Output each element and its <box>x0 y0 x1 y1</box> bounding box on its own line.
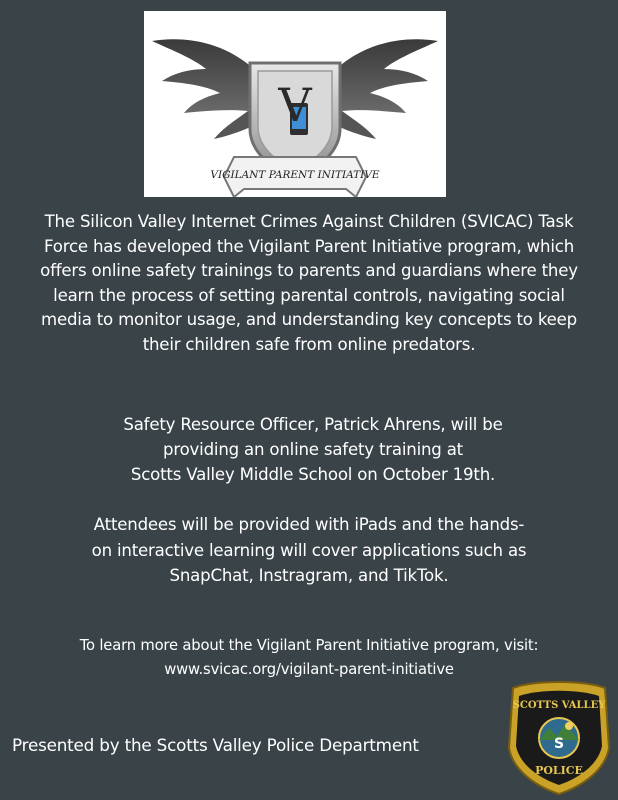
training-line: Scotts Valley Middle School on October 19th. <box>130 465 496 484</box>
training-line: providing an online safety training at <box>163 440 463 459</box>
presented-by-text: Presented by the Scotts Valley Police Department <box>12 735 419 755</box>
svg-text:S: S <box>553 736 565 752</box>
training-line: Safety Resource Officer, Patrick Ahrens, will be <box>123 415 503 434</box>
logo-letter: V <box>278 78 312 132</box>
intro-line: their children safe from online predators. <box>142 334 476 354</box>
badge-top-text: SCOTTS VALLEY <box>512 700 606 711</box>
attendees-paragraph <box>0 512 618 589</box>
scotts-valley-police-badge-icon <box>505 678 613 800</box>
intro-line: Force has developed the Vigilant Parent Initiative program, which <box>43 236 575 256</box>
learn-more-text: To learn more about the Vigilant Parent Initiative program, visit: <box>79 637 539 654</box>
right-wing-icon <box>328 39 438 139</box>
badge-bottom-text: POLICE <box>535 764 583 777</box>
attendees-line: SnapChat, Instragram, and TikTok. <box>169 566 449 585</box>
vigilant-parent-logo <box>144 11 446 197</box>
attendees-line: Attendees will be provided with iPads and the hands- <box>93 515 525 534</box>
training-paragraph <box>0 412 618 487</box>
intro-paragraph <box>0 210 618 357</box>
attendees-line: on interactive learning will cover applications such as <box>91 540 527 560</box>
program-url-link[interactable]: www.svicac.org/vigilant-parent-initiative <box>164 661 454 678</box>
banner-text: VIGILANT PARENT INITIATIVE <box>210 169 380 181</box>
intro-line: offers online safety trainings to parents and guardians where they <box>40 261 578 280</box>
left-wing-icon <box>152 39 262 139</box>
intro-line: media to monitor usage, and understanding key concepts to keep <box>40 310 578 329</box>
learn-more-paragraph <box>0 634 618 682</box>
intro-line: learn the process of setting parental controls, navigating social <box>53 285 565 305</box>
intro-line: The Silicon Valley Internet Crimes Against Children (SVICAC) Task <box>44 212 574 231</box>
